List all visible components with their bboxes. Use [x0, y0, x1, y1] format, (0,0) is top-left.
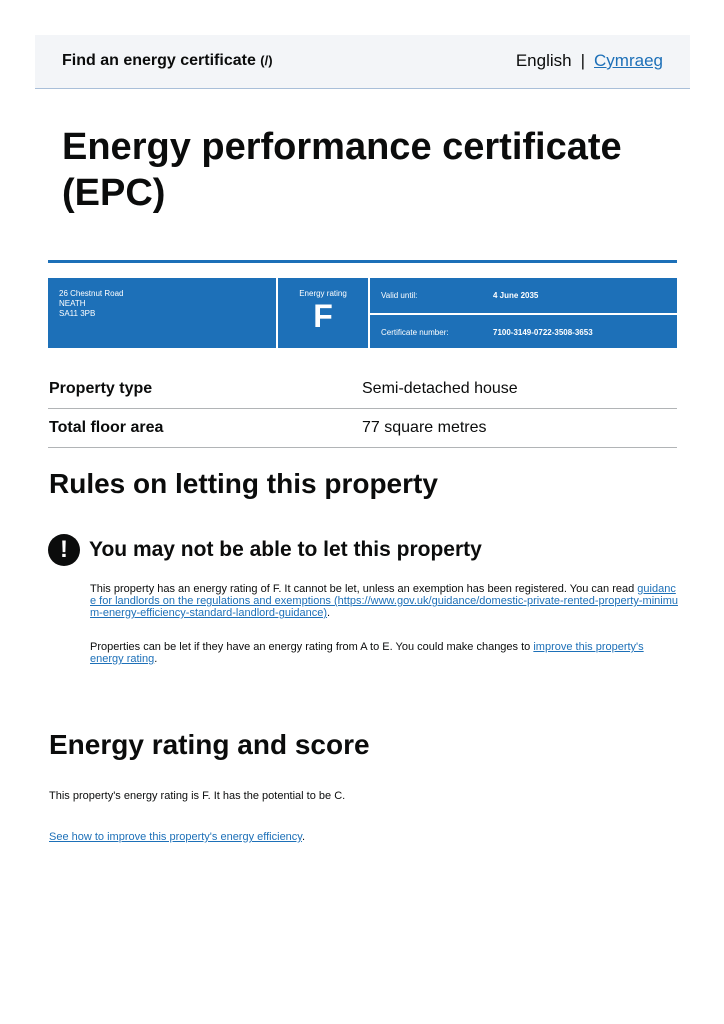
letting-paragraph-1 [90, 583, 680, 619]
service-name-link[interactable]: (/) [260, 53, 273, 68]
punctuation: . [301, 831, 306, 843]
letting-paragraph-2 [90, 641, 650, 665]
letting-text: Properties can be let if they have an energy rating from A to E. You could make changes to [90, 641, 531, 653]
floor-area-value: 77 square metres [362, 419, 487, 436]
improve-efficiency-paragraph [49, 831, 305, 843]
property-details [48, 370, 677, 448]
certificate-number-label: Certificate number: [381, 328, 449, 337]
address-line-1: 26 Chestnut Road [59, 289, 124, 298]
punctuation: . [327, 607, 331, 619]
service-name[interactable] [62, 52, 273, 70]
improve-efficiency-link[interactable]: See how to improve this property's energy efficiency [49, 831, 302, 843]
property-row [48, 370, 677, 409]
letting-text: This property has an energy rating of F. It cannot be let, unless an exemption has been registered. You can read [90, 583, 635, 595]
rating-summary-text: This property's energy rating is F. It has the potential to be C. [49, 790, 346, 802]
letting-heading: Rules on letting this property [49, 468, 438, 499]
valid-until-label: Valid until: [381, 291, 418, 300]
energy-rating-box [278, 278, 368, 348]
lang-separator: | [580, 51, 586, 70]
service-name-text[interactable]: Find an energy certificate [62, 52, 256, 69]
property-address [59, 289, 124, 319]
site-header [35, 35, 690, 89]
landlord-guidance-link[interactable]: guidance for landlords on the regulations and exemptions (https://www.gov.uk/guidance/domestic-private-rented-property-minimum-energy-efficiency-standard-landlord-guidance) [90, 583, 678, 619]
warning-icon: ! [48, 534, 80, 566]
divider [370, 313, 677, 315]
property-type-label: Property type [49, 380, 153, 397]
energy-rating-heading: Energy rating and score [49, 729, 370, 760]
certificate-number-value: 7100-3149-0722-3508-3653 [493, 328, 593, 337]
valid-until-value: 4 June 2035 [493, 291, 539, 300]
floor-area-label: Total floor area [49, 419, 164, 436]
address-line-2: NEATH [59, 299, 86, 308]
warning-title: You may not be able to let this property [89, 538, 482, 561]
lang-cymraeg-link[interactable]: Cymraeg [594, 51, 663, 70]
section-divider [48, 260, 677, 263]
epc-summary-panel [48, 278, 677, 348]
language-switcher [516, 51, 663, 71]
lang-current: English [515, 51, 572, 70]
address-line-3: SA11 3PB [59, 309, 96, 318]
energy-rating-letter: F [313, 298, 333, 334]
energy-rating-label: Energy rating [299, 289, 347, 298]
property-type-value: Semi-detached house [362, 380, 518, 397]
improve-rating-link[interactable]: improve this property's energy rating [90, 641, 644, 665]
property-row [48, 409, 677, 448]
punctuation: . [154, 653, 158, 665]
page-title: Energy performance certificate (EPC) [62, 126, 622, 214]
